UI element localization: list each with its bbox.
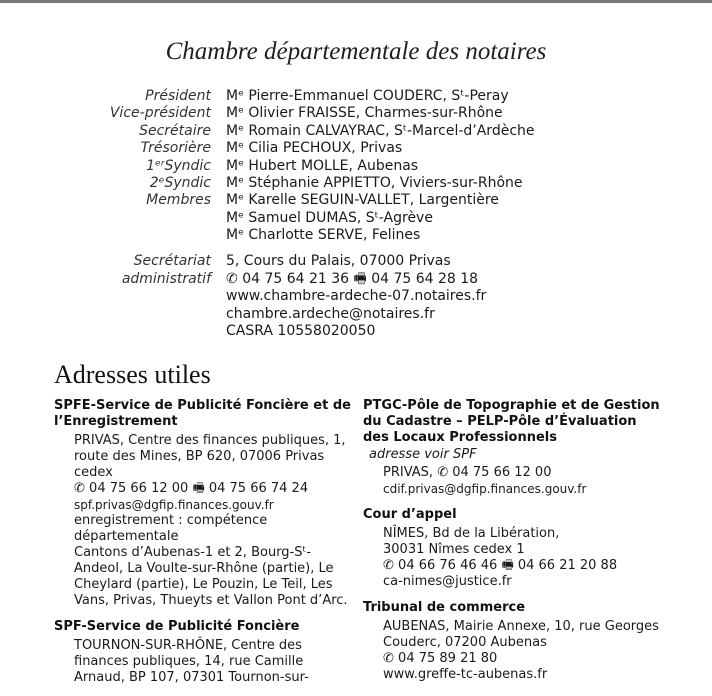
member-role: Trésorière <box>140 140 211 157</box>
spfe-phone: 04 75 66 12 00 <box>89 481 189 496</box>
member-row <box>0 123 712 140</box>
tribunal-address: AUBENAS, Mairie Annexe, 10, rue Georges Couderc, 07200 Aubenas <box>383 619 659 650</box>
secretariat-label <box>0 253 226 341</box>
cour-address-1: NÎMES, Bd de la Libération, <box>383 526 560 541</box>
member-name: Mᵉ Olivier FRAISSE, Charmes-sur-Rhône <box>226 105 503 122</box>
fax-icon: 🖷 <box>353 270 367 287</box>
ptgc-note: adresse voir SPF <box>369 447 477 462</box>
spf-block <box>54 619 354 686</box>
spf-heading: SPF-Service de Publicité Foncière <box>54 619 300 634</box>
member-role: Vice-président <box>109 105 211 122</box>
member-row <box>0 158 712 175</box>
member-name: Mᵉ Samuel DUMAS, Sᵗ-Agrève <box>226 209 433 226</box>
spfe-contact <box>74 481 354 497</box>
fax-icon: 🖷 <box>501 558 514 573</box>
member-name: Mᵉ Romain CALVAYRAC, Sᵗ-Marcel-d’Ardèche <box>226 122 535 139</box>
phone-icon: ✆ <box>383 558 394 573</box>
section-title: Adresses utiles <box>54 360 211 389</box>
member-row <box>0 210 712 227</box>
cour-address-2: 30031 Nîmes cedex 1 <box>383 542 525 557</box>
member-role: Secrétaire <box>139 122 211 139</box>
phone-icon: ✆ <box>437 465 449 480</box>
member-role <box>0 210 226 227</box>
member-role: 1ᵉʳSyndic <box>146 157 211 174</box>
member-row <box>0 192 712 209</box>
ptgc-contact <box>383 465 663 481</box>
tribunal-contact <box>383 651 663 667</box>
top-rule <box>0 0 712 3</box>
chamber-members <box>0 88 712 245</box>
cour-heading: Cour d’appel <box>363 507 457 522</box>
chamber-title: Chambre départementale des notaires <box>165 38 547 65</box>
member-row <box>0 175 712 192</box>
cour-email[interactable]: ca-nimes@justice.fr <box>383 574 512 589</box>
secretariat-website[interactable]: www.chambre-ardeche-07.notaires.fr <box>226 288 487 304</box>
secretariat-contact <box>226 271 486 289</box>
spfe-heading: SPFE-Service de Publicité Foncière et de l’Enregistrement <box>54 398 351 429</box>
member-name: Mᵉ Karelle SEGUIN-VALLET, Largentière <box>226 192 499 209</box>
secretariat-phone: 04 75 64 21 36 <box>242 270 350 287</box>
secretariat-label-line: Secrétariat <box>133 253 211 269</box>
member-role: 2ᵉSyndic <box>149 175 211 192</box>
left-column <box>54 398 354 696</box>
cour-contact <box>383 558 663 574</box>
fax-icon: 🖷 <box>192 481 205 496</box>
member-role: Membres <box>146 192 211 209</box>
right-column <box>363 398 663 693</box>
spfe-email[interactable]: spf.privas@dgfip.finances.gouv.fr <box>74 498 274 512</box>
member-role <box>0 227 226 244</box>
spf-address: TOURNON-SUR-RHÔNE, Centre des finances publiques, 14, rue Camille Arnaud, BP 107, 07301 Tournon-sur- <box>74 638 309 685</box>
cour-phone: 04 66 76 46 46 <box>398 558 498 573</box>
spfe-address: PRIVAS, Centre des finances publiques, 1, route des Mines, BP 620, 07006 Privas cedex <box>74 433 346 480</box>
secretariat-fax: 04 75 64 28 18 <box>371 270 479 287</box>
member-name: Mᵉ Charlotte SERVE, Felines <box>226 227 421 244</box>
secretariat-label-line: administratif <box>121 270 211 287</box>
member-role: Président <box>145 88 211 104</box>
member-name: Mᵉ Pierre-Emmanuel COUDERC, Sᵗ-Peray <box>226 88 509 104</box>
ptgc-block <box>363 398 663 497</box>
member-name: Mᵉ Cilia PECHOUX, Privas <box>226 140 403 157</box>
secretariat-block <box>0 253 712 341</box>
phone-icon: ✆ <box>383 651 394 666</box>
member-row <box>0 88 712 105</box>
ptgc-city: PRIVAS, <box>383 465 434 480</box>
tribunal-block <box>363 600 663 683</box>
secretariat-casra: CASRA 10558020050 <box>226 323 376 339</box>
cour-block <box>363 507 663 590</box>
tribunal-heading: Tribunal de commerce <box>363 600 526 615</box>
member-row <box>0 105 712 122</box>
phone-icon: ✆ <box>226 270 238 287</box>
member-row <box>0 227 712 244</box>
tribunal-website[interactable]: www.greffe-tc-aubenas.fr <box>383 667 548 682</box>
spfe-competence: enregistrement : compétence départementale <box>74 513 268 544</box>
ptgc-heading: PTGC-Pôle de Topographie et de Gestion du Cadastre – PELP-Pôle d’Évaluation des Locaux Professionnels <box>363 398 660 445</box>
spfe-block <box>54 398 354 609</box>
ptgc-email[interactable]: cdif.privas@dgfip.finances.gouv.fr <box>383 482 587 496</box>
member-row <box>0 140 712 157</box>
cour-fax: 04 66 21 20 88 <box>517 558 618 573</box>
phone-icon: ✆ <box>74 481 85 496</box>
spfe-cantons: Cantons d’Aubenas-1 et 2, Bourg-Sᵗ-Andeol, La Voulte-sur-Rhône (partie), Le Cheylard (partie), Le Pouzin, Le Teil, Les Vans, Privas, Thueyts et Vallon Pont d’Arc. <box>74 545 348 608</box>
secretariat-address: 5, Cours du Palais, 07000 Privas <box>226 253 451 269</box>
ptgc-phone: 04 75 66 12 00 <box>452 465 552 480</box>
member-name: Mᵉ Hubert MOLLE, Aubenas <box>226 157 419 174</box>
secretariat-email[interactable]: chambre.ardeche@notaires.fr <box>226 305 435 322</box>
tribunal-phone: 04 75 89 21 80 <box>398 651 498 666</box>
member-name: Mᵉ Stéphanie APPIETTO, Viviers-sur-Rhône <box>226 175 523 192</box>
spfe-fax: 04 75 66 74 24 <box>208 481 309 496</box>
